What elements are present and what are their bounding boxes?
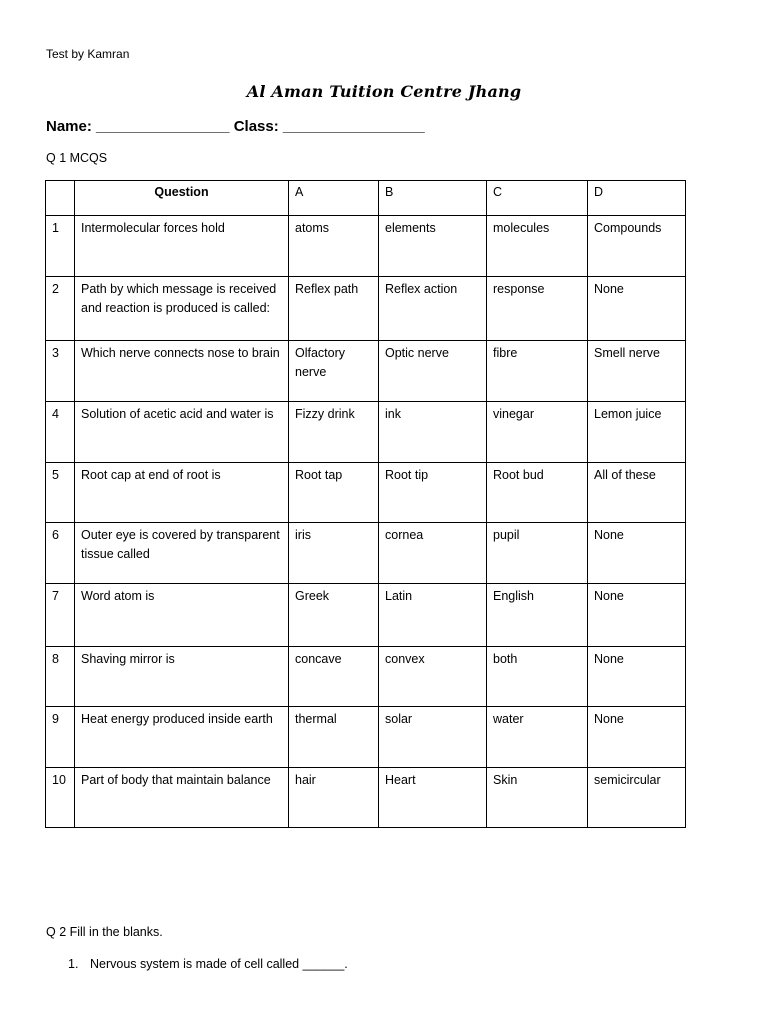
option-d: Lemon juice [588,402,686,463]
question-text: Root cap at end of root is [75,463,289,523]
question-text: Outer eye is covered by transparent tissue called [75,523,289,584]
option-d: None [588,523,686,584]
option-b: elements [379,216,487,277]
option-c: molecules [487,216,588,277]
header-option-a: A [289,181,379,216]
option-c: water [487,707,588,768]
option-b: Reflex action [379,277,487,341]
option-a: Reflex path [289,277,379,341]
option-c: pupil [487,523,588,584]
row-number: 3 [46,341,75,402]
option-d: Smell nerve [588,341,686,402]
option-d: None [588,277,686,341]
option-a: Root tap [289,463,379,523]
header-num [46,181,75,216]
option-b: solar [379,707,487,768]
row-number: 2 [46,277,75,341]
page-title: Al Aman Tuition Centre Jhang [246,82,522,101]
option-c: Root bud [487,463,588,523]
mcq-row [46,707,686,768]
row-number: 7 [46,584,75,647]
name-blank: ________________ [96,118,230,135]
row-number: 4 [46,402,75,463]
option-d: semicircular [588,768,686,828]
student-info-line [46,118,425,135]
mcq-table [45,180,686,828]
option-c: both [487,647,588,707]
fill-blank-list [68,957,348,971]
question-text: Shaving mirror is [75,647,289,707]
option-b: cornea [379,523,487,584]
option-d: Compounds [588,216,686,277]
header-option-c: C [487,181,588,216]
mcq-row [46,341,686,402]
option-a: iris [289,523,379,584]
mcq-row [46,216,686,277]
mcq-row [46,402,686,463]
question-text: Which nerve connects nose to brain [75,341,289,402]
class-blank: _________________ [282,118,425,135]
row-number: 1 [46,216,75,277]
option-c: English [487,584,588,647]
mcq-row [46,277,686,341]
option-d: None [588,707,686,768]
question-text: Path by which message is received and reaction is produced is called: [75,277,289,341]
question-text: Heat energy produced inside earth [75,707,289,768]
question-text: Part of body that maintain balance [75,768,289,828]
option-d: None [588,647,686,707]
mcq-row [46,463,686,523]
option-b: ink [379,402,487,463]
row-number: 8 [46,647,75,707]
question-text: Intermolecular forces hold [75,216,289,277]
option-a: hair [289,768,379,828]
option-a: atoms [289,216,379,277]
option-d: All of these [588,463,686,523]
row-number: 9 [46,707,75,768]
option-a: concave [289,647,379,707]
option-b: Latin [379,584,487,647]
row-number: 10 [46,768,75,828]
option-a: Greek [289,584,379,647]
question-text: Solution of acetic acid and water is [75,402,289,463]
option-c: fibre [487,341,588,402]
mcq-header-row [46,181,686,216]
fill-blank-item [68,957,348,971]
option-c: vinegar [487,402,588,463]
header-option-d: D [588,181,686,216]
option-a: thermal [289,707,379,768]
row-number: 5 [46,463,75,523]
option-c: response [487,277,588,341]
option-b: Optic nerve [379,341,487,402]
header-option-b: B [379,181,487,216]
option-b: Root tip [379,463,487,523]
q1-label: Q 1 MCQS [46,151,108,165]
name-label: Name: [46,118,92,135]
q2-label: Q 2 Fill in the blanks. [46,925,163,939]
option-a: Olfactory nerve [289,341,379,402]
row-number: 6 [46,523,75,584]
question-text: Word atom is [75,584,289,647]
option-b: convex [379,647,487,707]
mcq-row [46,523,686,584]
mcq-row [46,768,686,828]
option-b: Heart [379,768,487,828]
header-note: Test by Kamran [46,47,130,61]
fill-blank-number: 1. [68,957,79,971]
option-a: Fizzy drink [289,402,379,463]
fill-blank-text: Nervous system is made of cell called ______. [90,957,348,971]
header-question: Question [75,181,289,216]
class-label: Class: [233,118,279,135]
option-c: Skin [487,768,588,828]
mcq-row [46,647,686,707]
option-d: None [588,584,686,647]
mcq-row [46,584,686,647]
